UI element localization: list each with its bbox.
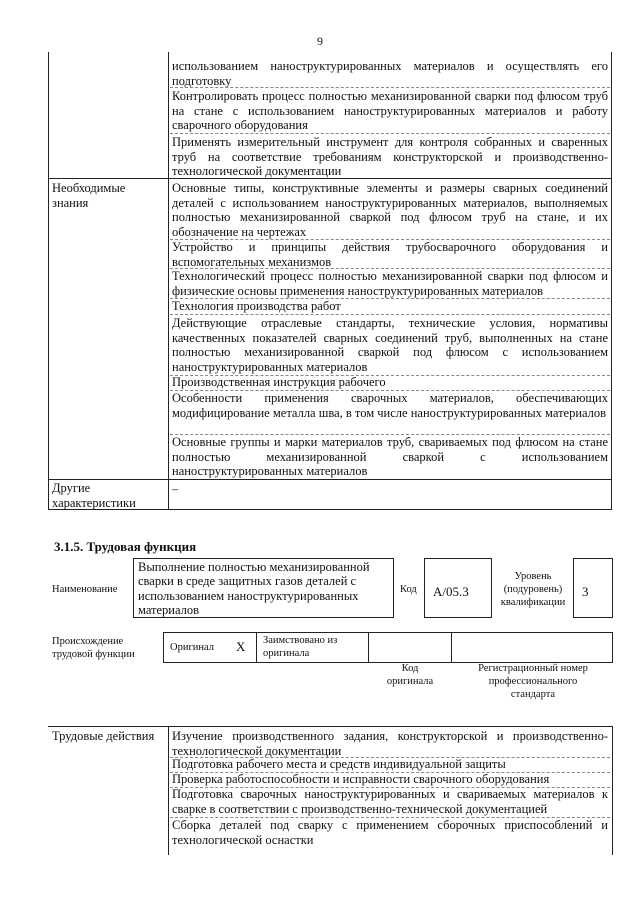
other-label: Другие характеристики <box>52 481 136 510</box>
code-value: А/05.3 <box>433 584 469 599</box>
knowledge-row: Основные типы, конструктивные элементы и размеры сварных соединений деталей с использованием наноструктурированных материалов, выполняемых полностью механизированной сваркой под флюсом труб на стане, и их обозначение на чертежах <box>172 181 608 239</box>
knowledge-row: Технологический процесс полностью механизированной сварки под флюсом и физические основы применения наноструктурированных материалов <box>172 269 608 298</box>
action-item: Изучение производственного задания, конструкторской и производственно-технологической документации <box>172 729 608 758</box>
row-separator <box>170 87 610 88</box>
level-box <box>573 558 613 618</box>
knowledge-label: Необходимые знания <box>52 181 126 210</box>
actions-label: Трудовые действия <box>52 729 155 743</box>
borrowed-label: Заимствовано из оригинала <box>263 635 338 659</box>
code-orig-caption: Код оригинала <box>386 663 434 687</box>
knowledge-row: Действующие отраслевые стандарты, технические условия, нормативы качественных показателей сварных соединений труб, выполненных на стане полностью механизированной сваркой под флюсом с использованием наноструктурированных материалов <box>172 316 608 374</box>
action-item: Подготовка сварочных наноструктурированных и свариваемых материалов к сварке в соответствии с производственно-технической документацией <box>172 787 608 816</box>
code-label: Код <box>400 584 417 595</box>
knowledge-row: Технология производства работ <box>172 299 341 313</box>
function-name: Выполнение полностью механизированной сварки в среде защитных газов деталей с использованием наноструктурированных материалов <box>138 560 370 618</box>
code-box <box>424 558 492 618</box>
knowledge-row: Производственная инструкция рабочего <box>172 375 386 389</box>
section-heading: 3.1.5. Трудовая функция <box>54 539 197 554</box>
function-name-box <box>133 558 394 618</box>
action-item: Подготовка рабочего места и средств индивидуальной защиты <box>172 757 506 771</box>
knowledge-row: Особенности применения сварочных материалов, обеспечивающих модифицирование металла шва, в том числе наноструктурированных материалов <box>172 391 608 420</box>
actions-table <box>48 726 612 727</box>
other-value: – <box>172 482 179 496</box>
cell-divider <box>451 632 452 662</box>
row-border <box>48 479 612 480</box>
reg-caption: Регистрационный номер профессионального стандарта <box>478 663 588 700</box>
action-item: Сборка деталей под сварку с применением сборочных приспособлений и технологической оснастки <box>172 818 608 847</box>
level-label: Уровень (подуровень) квалификации <box>500 571 566 608</box>
cell-divider <box>368 632 369 662</box>
level-value: 3 <box>582 584 589 599</box>
name-label: Наименование <box>52 584 118 595</box>
skill-row: Контролировать процесс полностью механизированной сварки под флюсом труб на стане с использованием наноструктурированных материалов и работу сварочного оборудования <box>172 89 608 133</box>
page-number: 9 <box>317 34 323 48</box>
row-border <box>48 178 612 179</box>
table-border <box>612 726 613 855</box>
knowledge-row: Устройство и принципы действия трубосварочного оборудования и вспомогательных механизмов <box>172 240 608 269</box>
knowledge-row: Основные группы и марки материалов труб, свариваемых под флюсом на стане полностью механизированной сваркой с использованием наноструктурированных материалов <box>172 435 608 479</box>
table-divider <box>168 52 169 510</box>
row-separator <box>170 133 610 134</box>
cell-divider <box>163 632 164 662</box>
action-item: Проверка работоспособности и исправности сварочного оборудования <box>172 772 550 786</box>
row-separator <box>170 314 610 315</box>
cell-divider <box>256 632 257 662</box>
origin-row <box>163 632 613 663</box>
skill-row: Применять измерительный инструмент для контроля собранных и сваренных труб на соответствие требованиям конструкторской и производственно-технологической документации <box>172 135 608 179</box>
skill-row: использованием наноструктурированных материалов и осуществлять его подготовку <box>172 59 608 88</box>
original-mark: X <box>236 639 246 654</box>
origin-label: Происхождение трудовой функции <box>52 636 135 660</box>
cell-divider <box>612 632 613 662</box>
original-label: Оригинал <box>170 642 214 653</box>
table-divider <box>168 726 169 855</box>
